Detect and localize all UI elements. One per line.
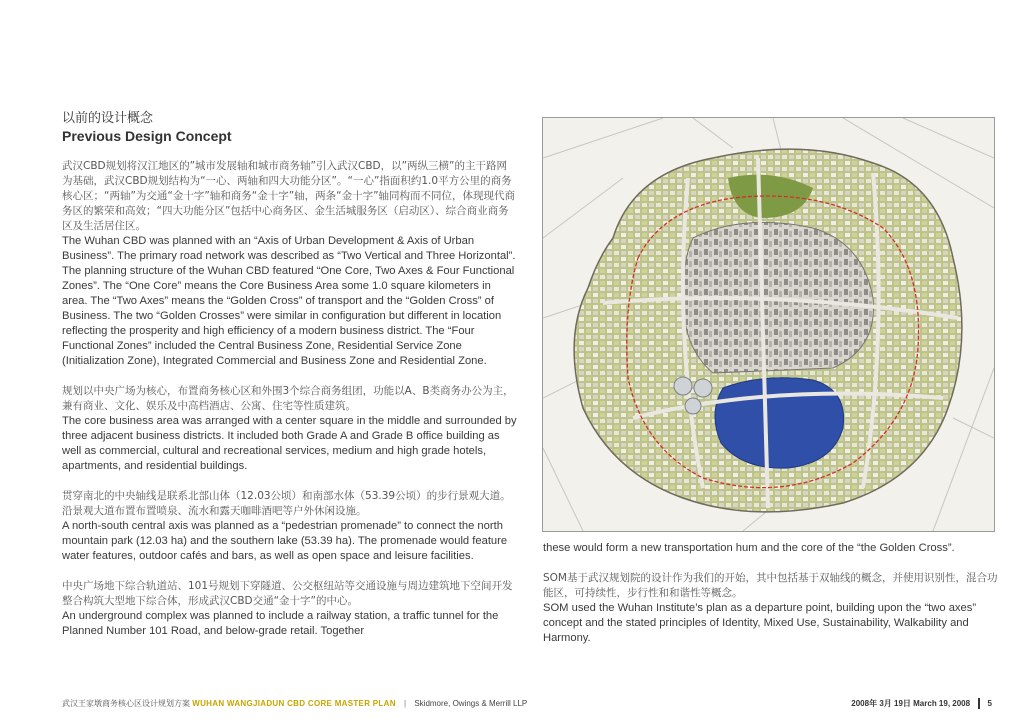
- paragraph-5-en: SOM used the Wuhan Institute’s plan as a departure point, building upon the “two axes” concept and the stated principles of Identity, Mixed Use, Sustainability, Walkability and Harmony.: [543, 602, 977, 644]
- page-number: 5: [987, 699, 992, 708]
- footer-date-day: 19: [894, 699, 903, 708]
- paragraph-3-en: A north-south central axis was planned as a “pedestrian promenade” to connect the north mountain park (12.03 ha) and the southern lake (53.39 ha). The promenade would feature water features, outdoor cafés and bars, as well as open space and leisure facilities.: [62, 520, 508, 562]
- footer-divider: [978, 698, 980, 709]
- footer-project: [62, 697, 527, 711]
- master-plan-image: [542, 117, 995, 532]
- footer-project-en: WUHAN WANGJIADUN CBD CORE MASTER PLAN: [192, 699, 396, 708]
- left-column: [62, 111, 517, 654]
- paragraph-1-en: The Wuhan CBD was planned with an “Axis of Urban Development & Axis of Urban Business”. The primary road network was described as “Two Vertical and Three Horizontal”. The planning structure of the Wuhan CBD featured “One Core, Two Axes & Four Functional Zones”. The “One Core” means the Core Business Area some 1.0 square kilometers in area. The “Two Axes” means the “Golden Cross” of transport and the “Golden Cross” of Business. The two “Golden Crosses” were similar in configuration but different in location reflecting the prosperity and high efficiency of a modern business district. The “Four Functional Zones” included the Central Business Zone, Residential Service Zone (Initialization Zone), Integrated Commercial and Business Zone and Residential Zone.: [62, 235, 516, 367]
- footer-date-year: 2008: [851, 699, 870, 708]
- footer-date-month-cn: 月: [883, 699, 892, 708]
- paragraph-3-cn: 贯穿南北的中央轴线是联系北部山体（12.03公顷）和南部水体（53.39公顷）的步行景观大道。沿景观大道布置布置喷泉、流水和露天咖啡酒吧等户外休闲设施。: [62, 490, 511, 517]
- section-title-en: Previous Design Concept: [62, 128, 232, 144]
- footer-date-year-cn: 年: [869, 699, 878, 708]
- footer-date-month: 3: [879, 699, 884, 708]
- footer-date-en: March 19, 2008: [913, 699, 971, 708]
- paragraph-4-cn: 中央广场地下综合轨道站、101号规划下穿隧道、公交枢纽站等交通设施与周边建筑地下空间开发整合构筑大型地下综合体，形成武汉CBD交通“金十字”的中心。: [62, 580, 513, 607]
- footer-date-day-cn: 日: [902, 699, 911, 708]
- paragraph-2-en: The core business area was arranged with a center square in the middle and surrounded by three adjacent business districts. It included both Grade A and Grade B office building as well as commercial, cultural and recreational services, medium and high grade hotels, apartments, and residential buildings.: [62, 415, 517, 472]
- master-plan-illustration: [543, 118, 994, 531]
- footer-date: [851, 697, 992, 711]
- page-footer: [62, 697, 992, 711]
- right-column: [543, 541, 998, 661]
- paragraph-1-cn: 武汉CBD规划将汉江地区的”城市发展轴和城市商务轴”引入武汉CBD，以”两纵三横”的主干路网为基础，武汉CBD规划结构为“一心、两轴和四大功能分区”。“一心”指面积约1.0平方公里的商务核心区；“两轴”为交通“金十字”轴和商务“金十字”轴，两条“金十字”轴同构而不同位，体现现代商务区的繁荣和高效；“四大功能分区”包括中心商务区、金生活城服务区（启动区）、综合商业商务区及生活居住区。: [62, 160, 516, 232]
- footer-firm: Skidmore, Owings & Merrill LLP: [414, 699, 528, 708]
- footer-separator: |: [404, 699, 407, 708]
- section-title-cn: 以前的设计概念: [62, 111, 154, 126]
- paragraph-2-cn: 规划以中央广场为核心，布置商务核心区和外围3个综合商务组团，功能以A、B类商务办公为主，兼有商业、文化、娱乐及中高档酒店、公寓、住宅等性质建筑。: [62, 385, 514, 412]
- paragraph-4-en: An underground complex was planned to include a railway station, a traffic tunnel for the Planned Number 101 Road, and below-grade retail. Together: [62, 610, 499, 637]
- footer-project-cn: 武汉王家墩商务核心区设计规划方案: [62, 699, 190, 708]
- paragraph-5-cn: SOM基于武汉规划院的设计作为我们的开始，其中包括基于双轴线的概念，并使用识别性，混合功能区，可持续性，步行性和和谐性等概念。: [543, 572, 998, 599]
- paragraph-4-en-continued: these would form a new transportation hum and the core of the “the Golden Cross”.: [543, 542, 955, 554]
